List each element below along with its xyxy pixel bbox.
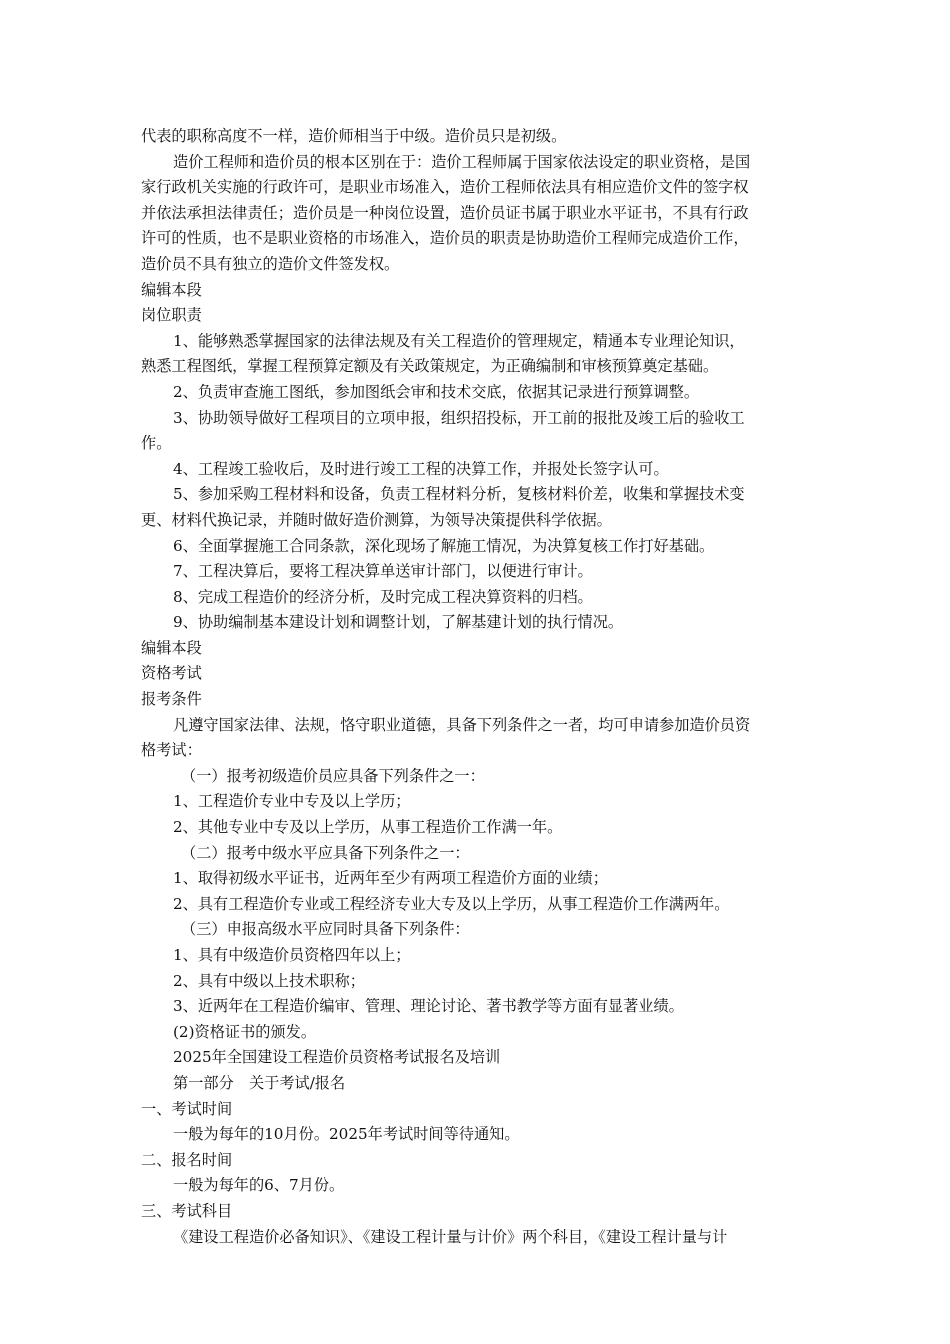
text-line: 3、近两年在工程造价编审、管理、理论讨论、著书教学等方面有显著业绩。: [173, 997, 684, 1016]
text-line: 凡遵守国家法律、法规，恪守职业道德，具备下列条件之一者，均可申请参加造价员资: [173, 715, 751, 734]
text-line: 一般为每年的10月份。2025年考试时间等待通知。: [173, 1125, 520, 1144]
text-line: 2、具有中级以上技术职称；: [173, 971, 365, 990]
text-line: 1、能够熟悉掌握国家的法律法规及有关工程造价的管理规定，精通本专业理论知识，: [173, 331, 745, 350]
text-line: 作。: [141, 434, 172, 453]
text-line: 代表的职称高度不一样，造价师相当于中级。造价员只是初级。: [141, 127, 567, 145]
text-line: 2、负责审查施工图纸，参加图纸会审和技术交底，依据其记录进行预算调整。: [173, 382, 700, 401]
text-line: 三、考试科目: [141, 1201, 233, 1220]
text-line: （三）申报高级水平应同时具备下列条件：: [181, 920, 470, 939]
text-line: 一般为每年的6、7月份。: [173, 1176, 345, 1195]
text-line: 《建设工程造价必备知识》、《建设工程计量与计价》两个科目，《建设工程计量与计: [173, 1227, 728, 1246]
text-line: 7、工程决算后，要将工程决算单送审计部门，以便进行审计。: [173, 562, 593, 581]
text-line: 许可的性质，也不是职业资格的市场准入，造价员的职责是协助造价工程师完成造价工作，: [141, 229, 749, 248]
text-line: （一）报考初级造价员应具备下列条件之一：: [181, 766, 485, 785]
text-line: 9、协助编制基本建设计划和调整计划，了解基建计划的执行情况。: [173, 613, 624, 632]
text-line: 1、工程造价专业中专及以上学历；: [173, 792, 411, 811]
text-line: 造价工程师和造价员的根本区别在于：造价工程师属于国家依法设定的职业资格，是国: [173, 152, 751, 171]
text-line: 编辑本段: [141, 638, 202, 657]
text-line: 2、其他专业中专及以上学历，从事工程造价工作满一年。: [173, 818, 563, 837]
text-line: 更、材料代换记录，并随时做好造价测算，为领导决策提供科学依据。: [141, 510, 612, 529]
text-line: 格考试：: [141, 741, 202, 760]
text-line: 3、协助领导做好工程项目的立项申报，组织招投标，开工前的报批及竣工后的验收工: [173, 408, 745, 427]
document-body: [141, 124, 821, 1250]
text-line: 8、完成工程造价的经济分析，及时完成工程决算资料的归档。: [173, 587, 593, 606]
text-line: 报考条件: [141, 690, 202, 709]
text-line: 5、参加采购工程材料和设备，负责工程材料分析，复核材料价差，收集和掌握技术变: [173, 485, 745, 504]
text-line: 并依法承担法律责任；造价员是一种岗位设置，造价员证书属于职业水平证书，不具有行政: [141, 203, 749, 222]
text-line: 编辑本段: [141, 280, 202, 299]
text-line: 1、取得初级水平证书，近两年至少有两项工程造价方面的业绩；: [173, 869, 608, 888]
text-line: 2、具有工程造价专业或工程经济专业大专及以上学历，从事工程造价工作满两年。: [173, 894, 730, 913]
text-line: 家行政机关实施的行政许可，是职业市场准入，造价工程师依法具有相应造价文件的签字权: [141, 178, 749, 197]
text-line: 资格考试: [141, 664, 202, 683]
text-line: 岗位职责: [141, 306, 202, 325]
text-line: 1、具有中级造价员资格四年以上；: [173, 946, 411, 964]
text-line: 造价员不具有独立的造价文件签发权。: [141, 254, 400, 273]
text-line: (2)资格证书的颁发。: [173, 1022, 317, 1041]
text-line: 二、报名时间: [141, 1150, 233, 1169]
text-line: 6、全面掌握施工合同条款，深化现场了解施工情况，为决算复核工作打好基础。: [173, 536, 715, 555]
text-line: （二）报考中级水平应具备下列条件之一：: [181, 843, 470, 862]
text-line: 一、考试时间: [141, 1099, 233, 1118]
text-line: 2025年全国建设工程造价员资格考试报名及培训: [173, 1048, 501, 1067]
text-line: 4、工程竣工验收后，及时进行竣工工程的决算工作，并报处长签字认可。: [173, 459, 669, 478]
text-line: 第一部分 关于考试/报名: [173, 1073, 346, 1092]
text-line: 熟悉工程图纸，掌握工程预算定额及有关政策规定，为正确编制和审核预算奠定基础。: [141, 357, 719, 376]
